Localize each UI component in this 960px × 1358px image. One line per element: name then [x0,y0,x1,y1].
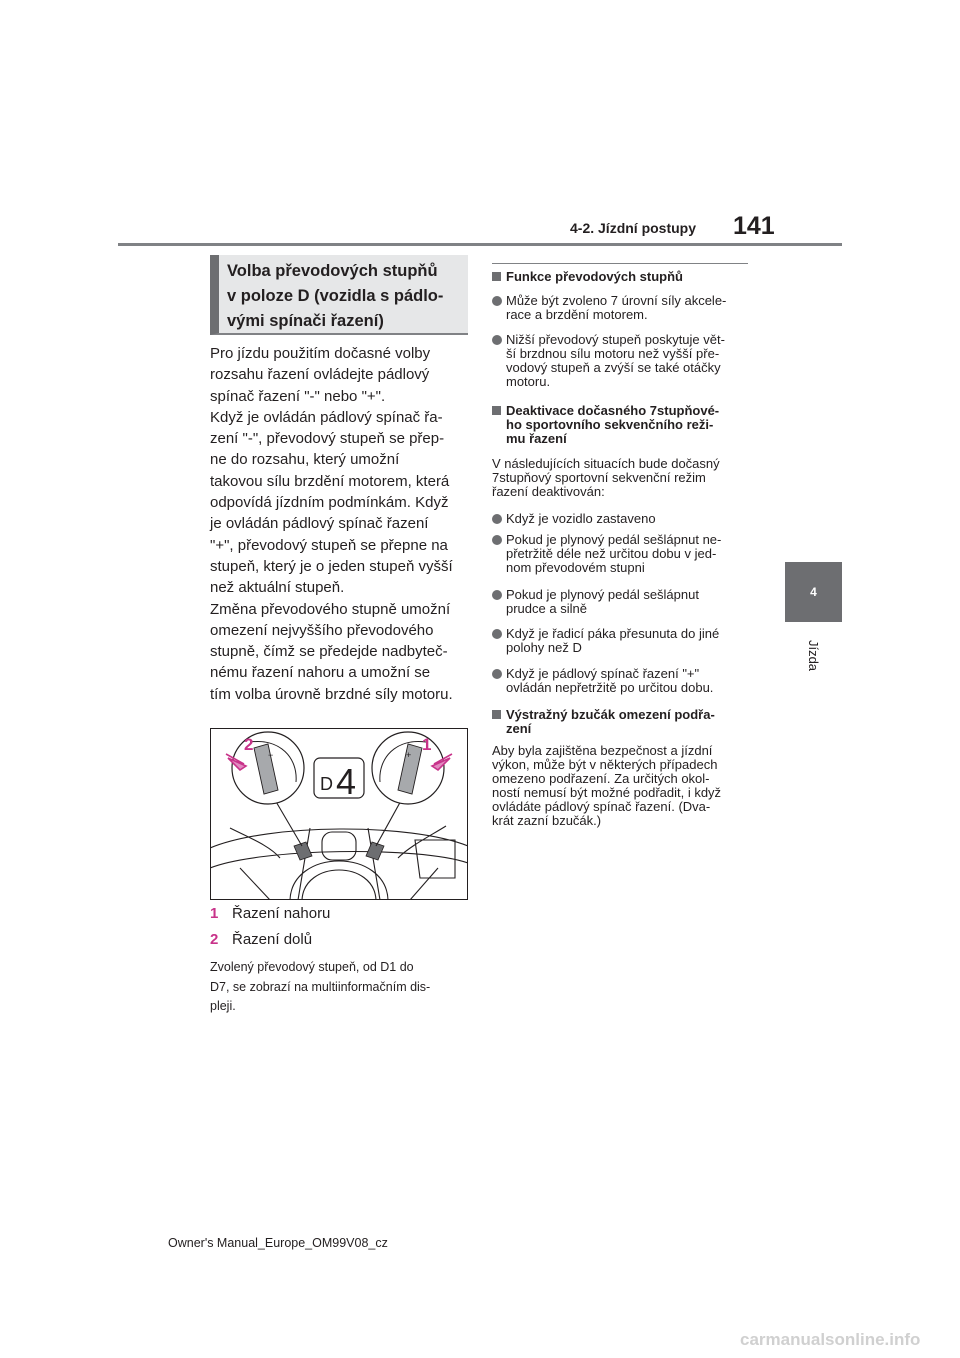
watermark: carmanualsonline.info [740,1330,921,1349]
body-line: ovládáte pádlový spínač řazení. (Dva- [492,799,711,814]
chapter-tab: 4 [785,562,842,622]
bullet-line: polohy než D [506,640,582,655]
body-line: "+", převodový stupeň se přepne na [210,536,448,554]
legend-text: Řazení dolů [232,931,313,948]
body-line: Když je ovládán pádlový spínač řa- [210,408,443,426]
round-bullet-icon [492,590,502,600]
heading-line: zení [506,721,532,736]
right-column-divider [492,263,748,264]
bullet-line: ovládán nepřetržitě po určitou dobu. [506,680,714,695]
section-heading: 4-2. Jízdní postupy [570,220,697,236]
bullet-line: nom převodovém stupni [506,560,645,575]
legend-item [210,904,468,924]
round-bullet-icon [492,669,502,679]
body-line: ností nemusí být možné podřadit, i když [492,785,722,800]
bullet-line: Když je pádlový spínač řazení "+" [506,666,700,681]
bullet-line: Když je řadicí páka přesunuta do jiné [506,626,720,641]
body-line: Aby byla zajištěna bezpečnost a jízdní [492,743,713,758]
round-bullet-icon [492,629,502,639]
intro-paragraph [210,343,468,705]
body-line: rozsahu řazení ovládejte pádlový [210,366,430,384]
chapter-label [786,632,842,678]
round-bullet-icon [492,296,502,306]
body-line: takovou sílu brzdění motorem, která [210,472,450,490]
body-line: tím volba úrovně brzdné síly motoru. [210,685,453,703]
minus-label: − [268,750,274,760]
square-bullet-icon [492,710,501,719]
subsection-heading [492,404,752,446]
body-line: Pro jízdu použitím dočasné volby [210,345,431,362]
body-line: 7stupňový sportovní sekvenční režim [492,470,706,485]
note-line: D7, se zobrazí na multiinformačním dis- [210,979,431,994]
body-line: V následujících situacích bude dočasný [492,456,720,471]
legend-number: 1 [210,905,219,922]
bullet-line: vodový stupeň a zvýší se také otáčky [506,360,721,375]
callout-1: 1 [422,735,432,754]
bullet-line: přetržitě déle než určitou dobu v jed- [506,546,717,561]
subsection-heading [492,708,752,736]
bullet-line: race a brzdění motorem. [506,307,648,322]
bullet-item [492,627,752,655]
body-line: je ovládán pádlový spínač řazení [210,515,429,533]
paddle-shifter-illustration [210,728,468,900]
square-bullet-icon [492,272,501,281]
section-title-box [210,255,468,335]
note-line: Zvolený převodový stupeň, od D1 do [210,960,414,974]
heading-line: mu řazení [506,431,567,446]
gear-display-letter: D [320,774,333,794]
body-line: nému řazení nahoru a umožní se [210,664,431,682]
heading-line: ho sportovního sekvenčního reži- [506,417,714,432]
round-bullet-icon [492,535,502,545]
body-line: omezení nejvyššího převodového [210,621,434,639]
heading-line: Výstražný bzučák omezení podřa- [506,707,715,722]
bullet-line: Pokud je plynový pedál sešlápnut ne- [506,532,722,547]
bullet-line: Pokud je plynový pedál sešlápnut [506,587,699,602]
footer-text: Owner's Manual_Europe_OM99V08_cz [168,1236,388,1250]
bullet-item [492,588,752,616]
bullet-item [492,294,752,322]
round-bullet-icon [492,335,502,345]
square-bullet-icon [492,406,501,415]
heading-line: Deaktivace dočasného 7stupňové- [506,403,720,418]
page-number: 141 [733,212,775,240]
body-line: odpovídá jízdním podmínkám. Když [210,494,449,512]
bullet-item [492,333,752,389]
subsection-heading [492,270,752,284]
body-line: řazení deaktivován: [492,484,605,499]
body-line: ne do rozsahu, který umožní [210,451,400,469]
subsection-body [492,744,752,828]
bullet-item [492,533,752,575]
display-note [210,958,468,1017]
body-line: výkon, může být v některých případech [492,757,718,772]
legend-number: 2 [210,931,219,948]
gear-display-number: 4 [336,761,357,802]
body-line: spínač řazení "-" nebo "+". [210,387,386,405]
bullet-line: motoru. [506,374,551,389]
bullet-item [492,667,752,695]
body-line: stupeň, který je o jeden stupeň vyšší [210,557,453,575]
bullet-line: ší brzdnou sílu motoru než vyšší pře- [506,346,720,361]
body-line: stupně, čímž se předejde nadbyteč- [210,643,448,661]
legend-item [210,930,468,950]
heading-line: Funkce převodových stupňů [506,269,683,284]
plus-label: + [406,750,412,760]
bullet-item [492,512,752,526]
bullet-line: Může být zvoleno 7 úrovní síly akcele- [506,293,727,308]
header-divider [118,243,842,246]
round-bullet-icon [492,514,502,524]
note-line: pleji. [210,999,236,1013]
section-title-line: v poloze D (vozidla s pádlo- [227,287,444,305]
body-line: Změna převodového stupně umožní [210,600,451,618]
section-title-line: Volba převodových stupňů [227,262,438,280]
legend-text: Řazení nahoru [232,905,331,922]
body-line: krát zazní bzučák.) [492,813,602,828]
bullet-line: Nižší převodový stupeň poskytuje vět- [506,332,725,347]
bullet-line: prudce a silně [506,601,587,616]
body-line: než aktuální stupeň. [210,579,345,597]
subsection-intro [492,457,752,499]
callout-2: 2 [244,735,254,754]
body-line: omezeno podřazení. Za určitých okol- [492,771,710,786]
body-line: zení "-", převodový stupeň se přep- [210,430,445,448]
section-title-line: vými spínači řazení) [227,312,384,330]
chapter-title: Jízda [806,639,822,671]
bullet-line: Když je vozidlo zastaveno [506,511,656,526]
